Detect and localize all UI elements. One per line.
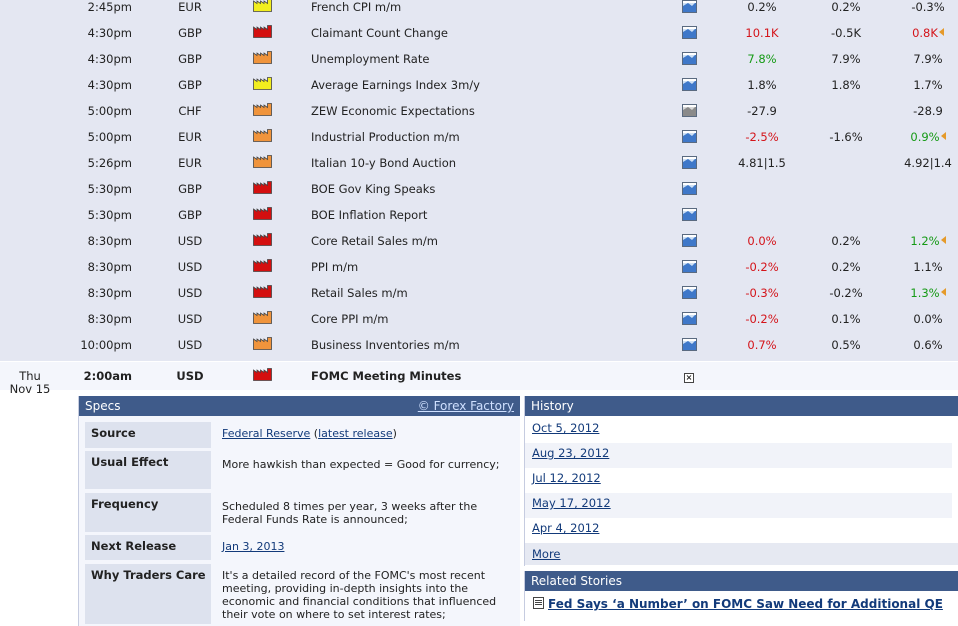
detail-chart-icon[interactable] [682, 285, 697, 311]
event-row[interactable] [0, 23, 958, 49]
event-title[interactable]: French CPI m/m [311, 0, 402, 14]
latest-release-link[interactable]: latest release [318, 427, 393, 440]
related-stories-panel [524, 571, 958, 621]
specs-title: Specs [85, 399, 121, 413]
event-title[interactable]: Industrial Production m/m [311, 130, 460, 144]
history-more [525, 543, 958, 565]
event-row[interactable] [0, 179, 958, 205]
event-time: 5:00pm [87, 104, 132, 118]
spec-label: Next Release [85, 535, 211, 560]
event-previous [888, 49, 958, 75]
detail-chart-icon[interactable] [682, 233, 697, 259]
event-actual: -0.2% [745, 260, 779, 274]
event-row[interactable] [0, 0, 958, 23]
history-item [532, 518, 958, 543]
forex-factory-credit-link[interactable]: © Forex Factory [417, 399, 514, 413]
event-title[interactable]: Average Earnings Index 3m/y [311, 78, 480, 92]
event-currency: USD [177, 234, 203, 248]
event-time: 2:00am [83, 369, 132, 383]
event-time: 5:00pm [87, 130, 132, 144]
event-previous-value: 0.0% [913, 312, 943, 326]
event-forecast: 1.8% [831, 78, 861, 92]
event-currency: EUR [178, 156, 202, 170]
impact-icon [253, 24, 272, 50]
close-detail-button[interactable] [684, 366, 694, 392]
spec-row-usual-effect [79, 451, 520, 491]
impact-icon [253, 367, 272, 393]
event-previous [888, 75, 958, 101]
event-title[interactable]: BOE Gov King Speaks [311, 182, 436, 196]
impact-icon [253, 310, 272, 336]
spec-label: Why Traders Care [85, 564, 211, 624]
history-more-link[interactable]: More [532, 547, 561, 561]
event-actual: 1.8% [747, 78, 777, 92]
related-story-link[interactable]: Fed Says ‘a Number’ on FOMC Saw Need for Additional QE [548, 597, 943, 611]
spec-label: Frequency [85, 493, 211, 532]
event-currency: GBP [178, 52, 202, 66]
event-previous-value: 1.1% [913, 260, 943, 274]
history-item [525, 493, 952, 518]
event-title[interactable]: Claimant Count Change [311, 26, 449, 40]
event-previous-value: 1.3% [910, 286, 940, 300]
event-row[interactable] [0, 257, 958, 283]
history-date-link[interactable]: Aug 23, 2012 [532, 446, 610, 460]
event-actual: -27.9 [747, 104, 777, 118]
history-header [525, 396, 958, 416]
revised-flag-icon [941, 236, 946, 244]
event-forecast: 0.2% [831, 0, 861, 14]
event-currency: EUR [178, 0, 202, 14]
event-row[interactable] [0, 283, 958, 309]
impact-icon [253, 154, 272, 180]
spec-value: Scheduled 8 times per year, 3 weeks after the Federal Funds Rate is announced; [222, 500, 478, 526]
impact-icon [253, 258, 272, 284]
event-title[interactable]: Italian 10-y Bond Auction [311, 156, 457, 170]
event-time: 10:00pm [80, 338, 132, 352]
event-title[interactable]: ZEW Economic Expectations [311, 104, 475, 118]
event-date-text: Nov 15 [9, 382, 51, 396]
event-actual: 0.7% [747, 338, 777, 352]
event-currency: USD [177, 312, 203, 326]
event-forecast: -1.6% [829, 130, 863, 144]
event-time: 5:30pm [87, 208, 132, 222]
spec-row-why-traders-care [79, 564, 520, 624]
detail-chart-icon[interactable] [682, 181, 697, 207]
event-previous [888, 179, 958, 205]
event-forecast: 0.5% [831, 338, 861, 352]
history-item [532, 418, 958, 443]
event-currency: GBP [178, 208, 202, 222]
event-time: 2:45pm [87, 0, 132, 14]
history-panel [524, 396, 958, 566]
event-actual: -2.5% [745, 130, 779, 144]
spec-value-text: ) [392, 427, 397, 440]
detail-chart-icon[interactable] [682, 311, 697, 337]
event-row[interactable] [0, 335, 958, 361]
impact-icon [253, 128, 272, 154]
event-forecast: -0.2% [829, 286, 863, 300]
impact-icon [253, 336, 272, 362]
spec-label: Usual Effect [85, 451, 211, 489]
detail-chart-icon[interactable] [682, 77, 697, 103]
event-forecast [806, 205, 886, 231]
detail-chart-icon[interactable] [682, 51, 697, 77]
revised-flag-icon [941, 132, 946, 140]
event-previous [888, 257, 958, 283]
related-stories-title: Related Stories [531, 574, 622, 588]
event-currency: CHF [178, 104, 202, 118]
revised-flag-icon [939, 28, 944, 36]
event-forecast [806, 153, 886, 179]
event-currency: EUR [178, 130, 202, 144]
event-previous [888, 335, 958, 361]
event-title[interactable]: Core Retail Sales m/m [311, 234, 438, 248]
event-currency: GBP [178, 26, 202, 40]
event-actual: -0.2% [745, 312, 779, 326]
event-time: 8:30pm [87, 234, 132, 248]
event-actual: 4.81|1.5 [738, 156, 786, 170]
event-previous [888, 101, 958, 127]
event-row[interactable] [0, 309, 958, 335]
event-previous [888, 283, 958, 309]
event-row-expanded[interactable] [0, 361, 958, 396]
event-row[interactable] [0, 49, 958, 75]
detail-chart-icon[interactable] [682, 207, 697, 233]
event-forecast: 0.1% [831, 312, 861, 326]
event-previous [888, 23, 958, 49]
spec-value [222, 422, 507, 440]
detail-chart-icon[interactable] [682, 0, 697, 25]
event-currency: USD [177, 286, 203, 300]
event-title[interactable]: Retail Sales m/m [311, 286, 408, 300]
detail-chart-icon[interactable] [682, 155, 697, 181]
event-title[interactable]: Core PPI m/m [311, 312, 389, 326]
revised-flag-icon [941, 288, 946, 296]
event-row[interactable] [0, 75, 958, 101]
event-actual: 10.1K [745, 26, 779, 40]
event-row[interactable] [0, 153, 958, 179]
event-title[interactable]: BOE Inflation Report [311, 208, 428, 222]
detail-chart-icon[interactable] [682, 337, 697, 363]
history-title: History [531, 399, 574, 413]
event-time: 8:30pm [87, 312, 132, 326]
event-forecast [806, 101, 886, 127]
event-time: 5:30pm [87, 182, 132, 196]
event-currency: USD [177, 338, 203, 352]
spec-row-frequency [79, 493, 520, 533]
spec-label: Source [85, 422, 211, 448]
event-currency: GBP [178, 182, 202, 196]
event-previous-value: -28.9 [913, 104, 943, 118]
impact-icon [253, 102, 272, 128]
event-row[interactable] [0, 101, 958, 127]
event-previous-value: 1.2% [910, 234, 940, 248]
impact-icon [253, 232, 272, 258]
history-date-link[interactable]: Jul 12, 2012 [532, 471, 601, 485]
event-time: 4:30pm [87, 26, 132, 40]
event-previous [888, 0, 958, 23]
event-forecast [806, 179, 886, 205]
spec-value: More hawkish than expected = Good for currency; [222, 458, 500, 471]
event-currency: GBP [178, 78, 202, 92]
event-actual: 7.8% [747, 52, 777, 66]
specs-header [79, 396, 520, 416]
event-title[interactable]: PPI m/m [311, 260, 359, 274]
event-actual: 0.0% [747, 234, 777, 248]
event-previous-value: 4.92|1.4 [904, 156, 952, 170]
event-forecast: 0.2% [831, 234, 861, 248]
history-item [532, 468, 958, 493]
event-previous [888, 127, 958, 153]
event-forecast: -0.5K [831, 26, 861, 40]
spec-value-text: ( [310, 427, 319, 440]
event-day: Thu [19, 369, 41, 383]
event-actual: -0.3% [745, 286, 779, 300]
event-time: 4:30pm [87, 52, 132, 66]
spec-row-source [79, 422, 520, 448]
event-title[interactable]: Business Inventories m/m [311, 338, 460, 352]
impact-icon [253, 50, 272, 76]
federal-reserve-link[interactable]: Federal Reserve [222, 427, 311, 440]
close-icon: × [685, 373, 693, 382]
event-time: 5:26pm [87, 156, 132, 170]
event-row[interactable] [0, 127, 958, 153]
event-row[interactable] [0, 205, 958, 231]
event-previous [888, 309, 958, 335]
event-actual [722, 205, 802, 231]
event-time: 4:30pm [87, 78, 132, 92]
event-currency: USD [177, 260, 203, 274]
event-currency: USD [176, 369, 204, 383]
next-release-link[interactable]: Jan 3, 2013 [222, 540, 285, 553]
article-icon [533, 597, 544, 609]
detail-chart-icon[interactable] [682, 259, 697, 285]
event-previous-value: 0.9% [910, 130, 940, 144]
detail-chart-icon[interactable] [682, 103, 697, 129]
event-row[interactable] [0, 231, 958, 257]
detail-chart-icon[interactable] [682, 129, 697, 155]
event-forecast: 0.2% [831, 260, 861, 274]
detail-chart-icon[interactable] [682, 25, 697, 51]
event-title[interactable]: FOMC Meeting Minutes [311, 369, 462, 383]
event-previous-value: 0.6% [913, 338, 943, 352]
related-story [533, 597, 943, 611]
event-time: 8:30pm [87, 260, 132, 274]
spec-value [222, 535, 507, 553]
event-previous [888, 231, 958, 257]
event-previous [888, 153, 958, 179]
impact-icon [253, 206, 272, 232]
event-actual: 0.2% [747, 0, 777, 14]
event-time: 8:30pm [87, 286, 132, 300]
history-item [525, 443, 952, 468]
spec-row-next-release [79, 535, 520, 561]
event-actual [722, 179, 802, 205]
specs-panel [78, 396, 520, 626]
history-date-link[interactable]: Apr 4, 2012 [532, 521, 600, 535]
event-previous-value: -0.3% [911, 0, 945, 14]
event-previous-value: 7.9% [913, 52, 943, 66]
history-date-link[interactable]: May 17, 2012 [532, 496, 611, 510]
impact-icon [253, 0, 272, 24]
related-stories-header [525, 571, 958, 591]
history-date-link[interactable]: Oct 5, 2012 [532, 421, 600, 435]
impact-icon [253, 284, 272, 310]
impact-icon [253, 76, 272, 102]
spec-value: It's a detailed record of the FOMC's most recent meeting, providing in-depth insights into the economic and financial conditions that influenced their vote on where to set interest rates; [222, 569, 497, 621]
event-previous [888, 205, 958, 231]
event-title[interactable]: Unemployment Rate [311, 52, 430, 66]
event-forecast: 7.9% [831, 52, 861, 66]
impact-icon [253, 180, 272, 206]
event-previous-value: 0.8K [912, 26, 938, 40]
event-previous-value: 1.7% [913, 78, 943, 92]
